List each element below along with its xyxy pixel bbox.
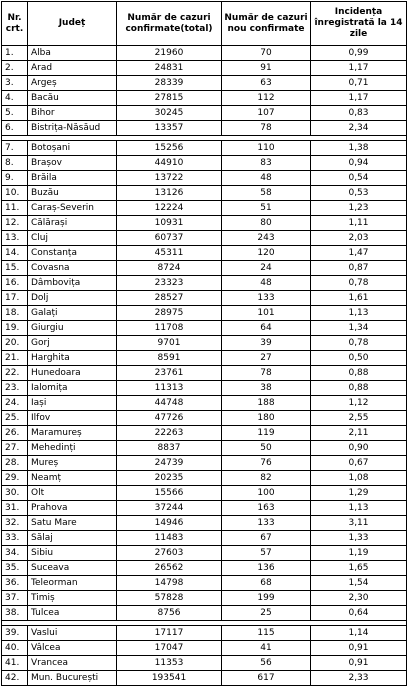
cell-total-confirmed: 10931: [117, 216, 222, 231]
table-row: [2, 46, 407, 61]
cell-new-confirmed: 58: [222, 186, 311, 201]
cell-nr-crt: 7.: [2, 141, 28, 156]
cell-nr-crt: 21.: [2, 351, 28, 366]
table-row: [2, 531, 407, 546]
table-row: [2, 261, 407, 276]
table-row: [2, 321, 407, 336]
cell-incidence: 0,90: [311, 441, 407, 456]
cell-new-confirmed: 64: [222, 321, 311, 336]
cell-total-confirmed: 17117: [117, 626, 222, 641]
cell-nr-crt: 16.: [2, 276, 28, 291]
header-incidence-14-days: Incidența înregistrată la 14 zile: [311, 2, 407, 46]
table-row: [2, 516, 407, 531]
cell-judet: Brăila: [28, 171, 117, 186]
cell-nr-crt: 4.: [2, 91, 28, 106]
cell-incidence: 0,71: [311, 76, 407, 91]
cell-judet: Satu Mare: [28, 516, 117, 531]
cell-new-confirmed: 83: [222, 156, 311, 171]
cell-new-confirmed: 70: [222, 46, 311, 61]
table-row: [2, 656, 407, 671]
table-row: [2, 121, 407, 136]
cell-total-confirmed: 27603: [117, 546, 222, 561]
cell-judet: Olt: [28, 486, 117, 501]
cell-new-confirmed: 100: [222, 486, 311, 501]
cell-nr-crt: 33.: [2, 531, 28, 546]
cell-total-confirmed: 11483: [117, 531, 222, 546]
table-row: [2, 456, 407, 471]
cell-incidence: 1,19: [311, 546, 407, 561]
table-row: [2, 606, 407, 621]
cell-total-confirmed: 28339: [117, 76, 222, 91]
cell-nr-crt: 2.: [2, 61, 28, 76]
cell-incidence: 0,54: [311, 171, 407, 186]
cell-new-confirmed: 82: [222, 471, 311, 486]
table-row: [2, 291, 407, 306]
cell-nr-crt: 18.: [2, 306, 28, 321]
cell-nr-crt: 41.: [2, 656, 28, 671]
table-row: [2, 546, 407, 561]
cell-nr-crt: 39.: [2, 626, 28, 641]
cell-nr-crt: 10.: [2, 186, 28, 201]
table-row: [2, 336, 407, 351]
cell-judet: Bihor: [28, 106, 117, 121]
cell-nr-crt: 23.: [2, 381, 28, 396]
cell-total-confirmed: 21960: [117, 46, 222, 61]
cell-judet: Harghita: [28, 351, 117, 366]
cell-total-confirmed: 24739: [117, 456, 222, 471]
table-row: [2, 276, 407, 291]
cell-nr-crt: 32.: [2, 516, 28, 531]
cell-total-confirmed: 23323: [117, 276, 222, 291]
cell-incidence: 1,65: [311, 561, 407, 576]
cell-nr-crt: 14.: [2, 246, 28, 261]
cell-new-confirmed: 133: [222, 291, 311, 306]
cell-new-confirmed: 180: [222, 411, 311, 426]
cell-nr-crt: 30.: [2, 486, 28, 501]
cell-new-confirmed: 27: [222, 351, 311, 366]
cell-new-confirmed: 112: [222, 91, 311, 106]
cell-judet: Suceava: [28, 561, 117, 576]
header-new-confirmed: Număr de cazuri nou confirmate: [222, 2, 311, 46]
cell-incidence: 2,03: [311, 231, 407, 246]
table-row: [2, 366, 407, 381]
cell-incidence: 1,34: [311, 321, 407, 336]
cell-judet: Caraș-Severin: [28, 201, 117, 216]
table-row: [2, 186, 407, 201]
cell-new-confirmed: 136: [222, 561, 311, 576]
cell-total-confirmed: 17047: [117, 641, 222, 656]
cell-nr-crt: 24.: [2, 396, 28, 411]
table-row: [2, 381, 407, 396]
cell-total-confirmed: 14946: [117, 516, 222, 531]
cell-nr-crt: 19.: [2, 321, 28, 336]
cell-incidence: 1,12: [311, 396, 407, 411]
cell-incidence: 2,33: [311, 671, 407, 686]
cell-new-confirmed: 617: [222, 671, 311, 686]
table-row: [2, 306, 407, 321]
cell-judet: Buzău: [28, 186, 117, 201]
cell-new-confirmed: 80: [222, 216, 311, 231]
table-row: [2, 671, 407, 686]
cell-new-confirmed: 41: [222, 641, 311, 656]
cell-new-confirmed: 51: [222, 201, 311, 216]
cell-nr-crt: 11.: [2, 201, 28, 216]
cell-total-confirmed: 11353: [117, 656, 222, 671]
cell-total-confirmed: 8591: [117, 351, 222, 366]
table-row: [2, 351, 407, 366]
cell-new-confirmed: 199: [222, 591, 311, 606]
cell-total-confirmed: 8724: [117, 261, 222, 276]
cell-new-confirmed: 91: [222, 61, 311, 76]
cell-judet: Ilfov: [28, 411, 117, 426]
cell-total-confirmed: 15566: [117, 486, 222, 501]
cell-new-confirmed: 76: [222, 456, 311, 471]
cell-incidence: 1,17: [311, 61, 407, 76]
cell-judet: Vaslui: [28, 626, 117, 641]
table-row: [2, 106, 407, 121]
cell-judet: Călărași: [28, 216, 117, 231]
cell-incidence: 0,64: [311, 606, 407, 621]
cell-judet: Argeș: [28, 76, 117, 91]
cell-judet: Vâlcea: [28, 641, 117, 656]
cell-judet: Tulcea: [28, 606, 117, 621]
cell-incidence: 1,11: [311, 216, 407, 231]
cell-new-confirmed: 50: [222, 441, 311, 456]
cell-total-confirmed: 20235: [117, 471, 222, 486]
cell-total-confirmed: 14798: [117, 576, 222, 591]
cell-nr-crt: 9.: [2, 171, 28, 186]
cell-judet: Brașov: [28, 156, 117, 171]
cell-incidence: 0,99: [311, 46, 407, 61]
cell-new-confirmed: 48: [222, 171, 311, 186]
cell-nr-crt: 42.: [2, 671, 28, 686]
cell-incidence: 3,11: [311, 516, 407, 531]
cell-incidence: 0,78: [311, 276, 407, 291]
cell-new-confirmed: 243: [222, 231, 311, 246]
cell-incidence: 1,29: [311, 486, 407, 501]
table-row: [2, 641, 407, 656]
cell-judet: Botoșani: [28, 141, 117, 156]
cell-nr-crt: 27.: [2, 441, 28, 456]
cell-new-confirmed: 120: [222, 246, 311, 261]
cell-judet: Arad: [28, 61, 117, 76]
covid-county-table: [1, 1, 407, 686]
table-row: [2, 91, 407, 106]
cell-judet: Constanța: [28, 246, 117, 261]
cell-total-confirmed: 44910: [117, 156, 222, 171]
table-row: [2, 561, 407, 576]
cell-judet: Timiș: [28, 591, 117, 606]
table-row: [2, 501, 407, 516]
cell-nr-crt: 28.: [2, 456, 28, 471]
cell-incidence: 1,08: [311, 471, 407, 486]
cell-total-confirmed: 11313: [117, 381, 222, 396]
table-row: [2, 576, 407, 591]
cell-new-confirmed: 78: [222, 121, 311, 136]
cell-nr-crt: 36.: [2, 576, 28, 591]
cell-nr-crt: 25.: [2, 411, 28, 426]
cell-new-confirmed: 133: [222, 516, 311, 531]
cell-judet: Alba: [28, 46, 117, 61]
cell-nr-crt: 5.: [2, 106, 28, 121]
cell-total-confirmed: 9701: [117, 336, 222, 351]
cell-nr-crt: 8.: [2, 156, 28, 171]
cell-incidence: 1,33: [311, 531, 407, 546]
table-row: [2, 231, 407, 246]
cell-judet: Mehedinți: [28, 441, 117, 456]
cell-nr-crt: 38.: [2, 606, 28, 621]
cell-new-confirmed: 25: [222, 606, 311, 621]
cell-nr-crt: 26.: [2, 426, 28, 441]
cell-judet: Ialomița: [28, 381, 117, 396]
cell-judet: Mun. București: [28, 671, 117, 686]
cell-nr-crt: 37.: [2, 591, 28, 606]
cell-total-confirmed: 28975: [117, 306, 222, 321]
cell-incidence: 1,61: [311, 291, 407, 306]
cell-incidence: 0,53: [311, 186, 407, 201]
table-row: [2, 246, 407, 261]
cell-total-confirmed: 60737: [117, 231, 222, 246]
cell-total-confirmed: 22263: [117, 426, 222, 441]
cell-incidence: 1,13: [311, 501, 407, 516]
cell-total-confirmed: 30245: [117, 106, 222, 121]
cell-incidence: 1,13: [311, 306, 407, 321]
cell-incidence: 1,14: [311, 626, 407, 641]
cell-judet: Maramureș: [28, 426, 117, 441]
cell-incidence: 0,91: [311, 656, 407, 671]
cell-judet: Hunedoara: [28, 366, 117, 381]
cell-total-confirmed: 28527: [117, 291, 222, 306]
cell-judet: Gorj: [28, 336, 117, 351]
cell-judet: Vrancea: [28, 656, 117, 671]
cell-incidence: 1,17: [311, 91, 407, 106]
cell-total-confirmed: 8837: [117, 441, 222, 456]
cell-judet: Cluj: [28, 231, 117, 246]
cell-nr-crt: 12.: [2, 216, 28, 231]
table-row: [2, 626, 407, 641]
cell-nr-crt: 31.: [2, 501, 28, 516]
cell-incidence: 0,67: [311, 456, 407, 471]
cell-nr-crt: 17.: [2, 291, 28, 306]
cell-total-confirmed: 13722: [117, 171, 222, 186]
cell-total-confirmed: 12224: [117, 201, 222, 216]
cell-new-confirmed: 57: [222, 546, 311, 561]
table-row: [2, 76, 407, 91]
cell-judet: Iași: [28, 396, 117, 411]
cell-incidence: 1,54: [311, 576, 407, 591]
cell-incidence: 0,91: [311, 641, 407, 656]
cell-nr-crt: 29.: [2, 471, 28, 486]
cell-total-confirmed: 24831: [117, 61, 222, 76]
cell-total-confirmed: 27815: [117, 91, 222, 106]
cell-incidence: 1,38: [311, 141, 407, 156]
cell-new-confirmed: 68: [222, 576, 311, 591]
cell-total-confirmed: 13357: [117, 121, 222, 136]
cell-new-confirmed: 24: [222, 261, 311, 276]
table-header: [2, 2, 407, 46]
cell-new-confirmed: 48: [222, 276, 311, 291]
cell-incidence: 0,88: [311, 381, 407, 396]
cell-incidence: 0,87: [311, 261, 407, 276]
cell-nr-crt: 22.: [2, 366, 28, 381]
cell-judet: Sălaj: [28, 531, 117, 546]
cell-judet: Giurgiu: [28, 321, 117, 336]
cell-new-confirmed: 39: [222, 336, 311, 351]
cell-new-confirmed: 107: [222, 106, 311, 121]
cell-judet: Bacău: [28, 91, 117, 106]
cell-judet: Teleorman: [28, 576, 117, 591]
table-row: [2, 396, 407, 411]
table-row: [2, 471, 407, 486]
cell-judet: Sibiu: [28, 546, 117, 561]
table-row: [2, 411, 407, 426]
cell-incidence: 0,88: [311, 366, 407, 381]
cell-total-confirmed: 15256: [117, 141, 222, 156]
cell-total-confirmed: 23761: [117, 366, 222, 381]
cell-incidence: 2,55: [311, 411, 407, 426]
table-row: [2, 61, 407, 76]
cell-total-confirmed: 45311: [117, 246, 222, 261]
cell-incidence: 2,30: [311, 591, 407, 606]
cell-new-confirmed: 119: [222, 426, 311, 441]
header-total-confirmed: Număr de cazuri confirmate(total): [117, 2, 222, 46]
cell-nr-crt: 40.: [2, 641, 28, 656]
header-row: [2, 2, 407, 46]
cell-new-confirmed: 101: [222, 306, 311, 321]
cell-nr-crt: 1.: [2, 46, 28, 61]
table-row: [2, 201, 407, 216]
cell-nr-crt: 20.: [2, 336, 28, 351]
cell-new-confirmed: 115: [222, 626, 311, 641]
cell-new-confirmed: 163: [222, 501, 311, 516]
cell-judet: Bistrița-Năsăud: [28, 121, 117, 136]
cell-incidence: 0,78: [311, 336, 407, 351]
table-row: [2, 141, 407, 156]
cell-incidence: 2,11: [311, 426, 407, 441]
header-judet: Județ: [28, 2, 117, 46]
cell-new-confirmed: 63: [222, 76, 311, 91]
cell-total-confirmed: 47726: [117, 411, 222, 426]
cell-total-confirmed: 26562: [117, 561, 222, 576]
cell-new-confirmed: 78: [222, 366, 311, 381]
cell-new-confirmed: 56: [222, 656, 311, 671]
cell-total-confirmed: 193541: [117, 671, 222, 686]
cell-new-confirmed: 67: [222, 531, 311, 546]
cell-nr-crt: 15.: [2, 261, 28, 276]
table-row: [2, 171, 407, 186]
table-body: [2, 46, 407, 686]
cell-nr-crt: 3.: [2, 76, 28, 91]
cell-total-confirmed: 37244: [117, 501, 222, 516]
table-row: [2, 591, 407, 606]
cell-incidence: 0,83: [311, 106, 407, 121]
cell-judet: Dâmbovița: [28, 276, 117, 291]
cell-total-confirmed: 11708: [117, 321, 222, 336]
table-row: [2, 441, 407, 456]
cell-judet: Dolj: [28, 291, 117, 306]
cell-incidence: 0,94: [311, 156, 407, 171]
table-row: [2, 216, 407, 231]
cell-nr-crt: 35.: [2, 561, 28, 576]
cell-nr-crt: 13.: [2, 231, 28, 246]
cell-total-confirmed: 44748: [117, 396, 222, 411]
cell-incidence: 1,23: [311, 201, 407, 216]
cell-incidence: 1,47: [311, 246, 407, 261]
cell-incidence: 0,50: [311, 351, 407, 366]
table-row: [2, 156, 407, 171]
cell-incidence: 2,34: [311, 121, 407, 136]
cell-new-confirmed: 38: [222, 381, 311, 396]
cell-nr-crt: 6.: [2, 121, 28, 136]
cell-total-confirmed: 13126: [117, 186, 222, 201]
cell-new-confirmed: 110: [222, 141, 311, 156]
table-row: [2, 486, 407, 501]
cell-judet: Prahova: [28, 501, 117, 516]
header-nr-crt: Nr. crt.: [2, 2, 28, 46]
cell-nr-crt: 34.: [2, 546, 28, 561]
table-row: [2, 426, 407, 441]
cell-judet: Mureș: [28, 456, 117, 471]
cell-total-confirmed: 57828: [117, 591, 222, 606]
cell-judet: Covasna: [28, 261, 117, 276]
cell-judet: Galați: [28, 306, 117, 321]
cell-new-confirmed: 188: [222, 396, 311, 411]
cell-total-confirmed: 8756: [117, 606, 222, 621]
cell-judet: Neamț: [28, 471, 117, 486]
